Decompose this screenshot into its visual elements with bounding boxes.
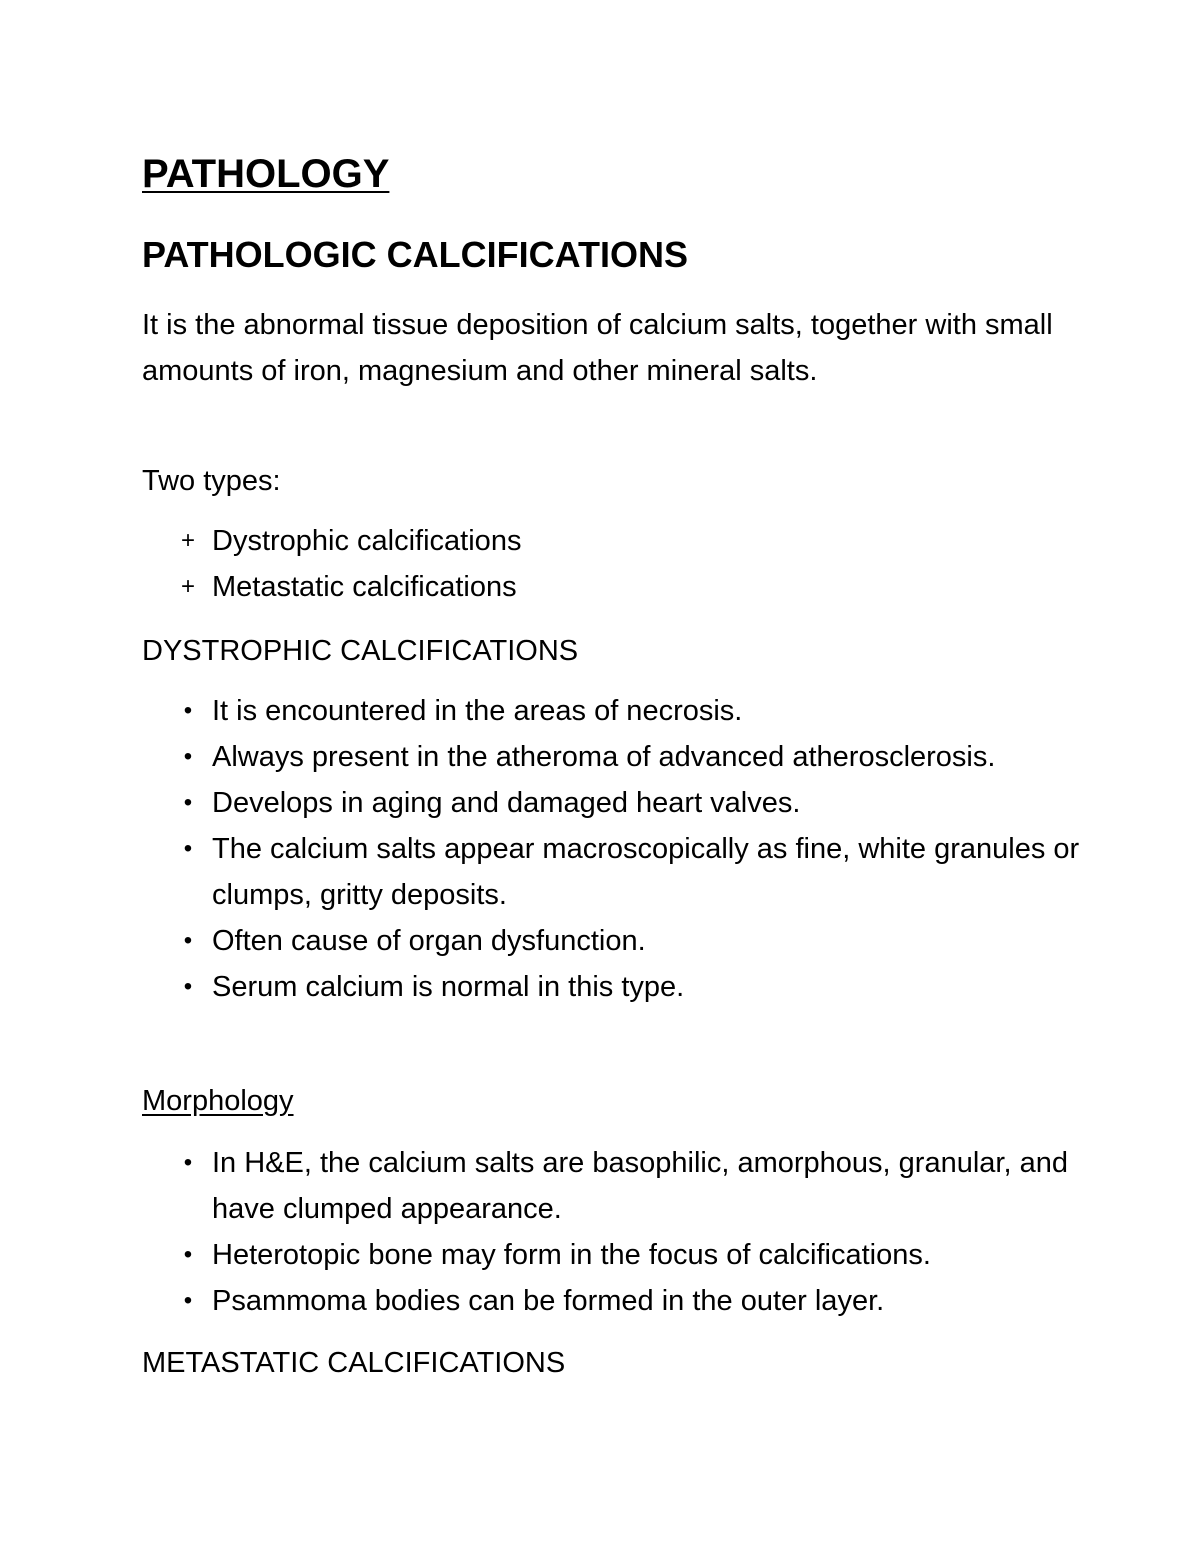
list-item <box>142 564 1082 610</box>
list-item-text: Metastatic calcifications <box>212 571 517 603</box>
morphology-heading: Morphology <box>142 1085 294 1117</box>
list-item <box>142 1278 1082 1324</box>
list-item-text: Serum calcium is normal in this type. <box>212 971 685 1003</box>
list-item <box>142 780 1082 826</box>
morphology-list <box>142 1140 1082 1324</box>
plus-bullet-icon: + <box>180 573 195 600</box>
dystrophic-heading: DYSTROPHIC CALCIFICATIONS <box>142 635 579 667</box>
bullet-icon: • <box>183 789 193 816</box>
document-title: PATHOLOGY <box>142 152 390 196</box>
bullet-icon: • <box>183 835 193 862</box>
list-item-text: In H&E, the calcium salts are basophilic, amorphous, granular, and have clumped appearance. <box>212 1147 1068 1225</box>
bullet-icon: • <box>183 1149 193 1176</box>
list-item <box>142 1232 1082 1278</box>
metastatic-heading: METASTATIC CALCIFICATIONS <box>142 1347 566 1379</box>
list-item-text: Always present in the atheroma of advanced atherosclerosis. <box>212 741 996 773</box>
list-item-text: Dystrophic calcifications <box>212 525 522 557</box>
types-list <box>142 518 1082 610</box>
bullet-icon: • <box>183 743 193 770</box>
list-item-text: Develops in aging and damaged heart valves. <box>212 787 801 819</box>
list-item <box>142 518 1082 564</box>
list-item-text: Heterotopic bone may form in the focus of calcifications. <box>212 1239 931 1271</box>
bullet-icon: • <box>183 973 193 1000</box>
list-item-text: It is encountered in the areas of necrosis. <box>212 695 743 727</box>
section-heading: PATHOLOGIC CALCIFICATIONS <box>142 234 688 275</box>
plus-bullet-icon: + <box>180 527 195 554</box>
list-item <box>142 1140 1082 1232</box>
list-item <box>142 918 1082 964</box>
bullet-icon: • <box>183 1241 193 1268</box>
dystrophic-list <box>142 688 1082 1010</box>
list-item <box>142 734 1082 780</box>
bullet-icon: • <box>183 1287 193 1314</box>
bullet-icon: • <box>183 927 193 954</box>
list-item-text: The calcium salts appear macroscopically as fine, white granules or clumps, gritty deposits. <box>212 833 1080 911</box>
list-item <box>142 826 1082 918</box>
list-item-text: Psammoma bodies can be formed in the outer layer. <box>212 1285 885 1317</box>
intro-paragraph: It is the abnormal tissue deposition of calcium salts, together with small amounts of iron, magnesium and other mineral salts. <box>142 309 1053 387</box>
list-item-text: Often cause of organ dysfunction. <box>212 925 646 957</box>
list-item <box>142 964 1082 1010</box>
list-item <box>142 688 1082 734</box>
types-label: Two types: <box>142 465 281 497</box>
bullet-icon: • <box>183 697 193 724</box>
